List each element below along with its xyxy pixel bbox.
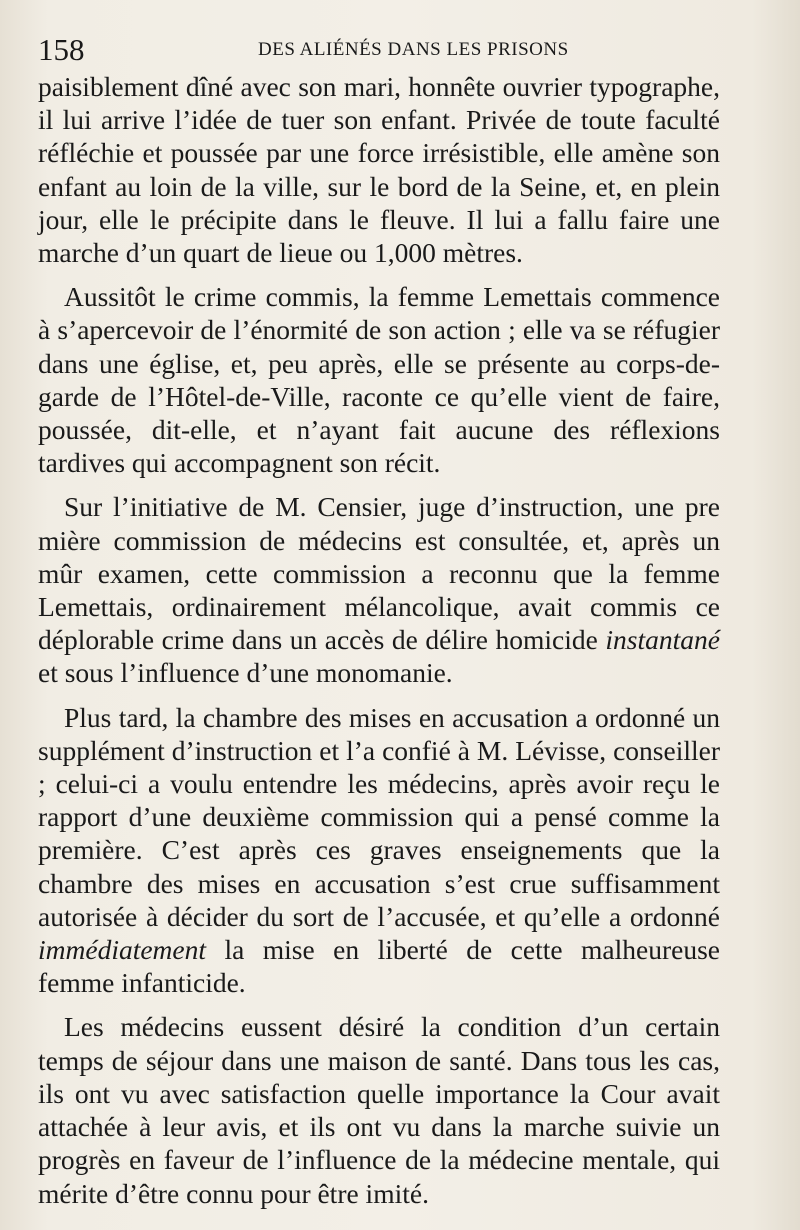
text-segment: la mise en liberté de cette malheureuse femme infanticide. <box>38 934 720 999</box>
italic-term: instantané <box>605 624 720 656</box>
paragraph <box>38 280 720 479</box>
running-head: DES ALIÉNÉS DANS LES PRISONS <box>258 39 569 60</box>
paragraph <box>38 490 720 689</box>
italic-term: immédiatement <box>38 934 207 966</box>
text-segment: et sous l’influence d’une monomanie. <box>38 657 453 689</box>
text-segment: paisiblement dîné avec son mari, honnête ouvrier typographe, il lui arrive l’idée de tuer son enfant. Privée de toute faculté réfléchie et poussée par une force irrésistible, elle amène son enfant au loin de la ville, sur le bord de la Seine, et, en plein jour, elle le précipite dans le fleuve. Il lui a fallu faire une marche d’un quart de lieue ou 1,000 mètres. <box>38 71 720 269</box>
text-segment: Plus tard, la chambre des mises en accusation a ordonné un supplément d’instruction et l’a confié à M. Lévisse, conseiller ; celui-ci a voulu entendre les médecins, après avoir reçu le rapport d’une deuxième commission qui a pensé comme la première. C’est après ces graves enseignements que la chambre des mises en accusation s’est crue suffisamment autorisée à décider du sort de l’accusée, et qu’elle a ordonné <box>38 701 720 932</box>
page-header <box>38 30 718 70</box>
text-segment: Sur l’initiative de M. Censier, juge d’instruction, une pre mière commission de médecins est consultée, et, après un mûr examen, cette commission a reconnu que la femme Lemettais, ordinairement mélancolique, avait commis ce déplorable crime dans un accès de délire homicide <box>38 491 720 656</box>
text-segment: Les médecins eussent désiré la condition d’un certain temps de séjour dans une maison de santé. Dans tous les cas, ils ont vu avec satisfaction quelle importance la Cour avait attachée à leur avis, et ils ont vu dans la marche suivie un progrès en faveur de l’influence de la médecine mentale, qui mérite d’être connu pour être imité. <box>38 1011 720 1209</box>
body-text <box>38 70 720 1221</box>
text-segment: Aussitôt le crime commis, la femme Lemettais commence à s’apercevoir de l’énormité de son action ; elle va se réfugier dans une église, et, peu après, elle se présente au corps-de-garde de l’Hôtel-de-Ville, raconte ce qu’elle vient de faire, poussée, dit-elle, et n’ayant fait aucune des réflexions tardives qui accompagnent son récit. <box>38 281 720 479</box>
paragraph <box>38 1010 720 1209</box>
paragraph <box>38 70 720 269</box>
paragraph <box>38 701 720 1000</box>
page-number: 158 <box>38 32 85 67</box>
